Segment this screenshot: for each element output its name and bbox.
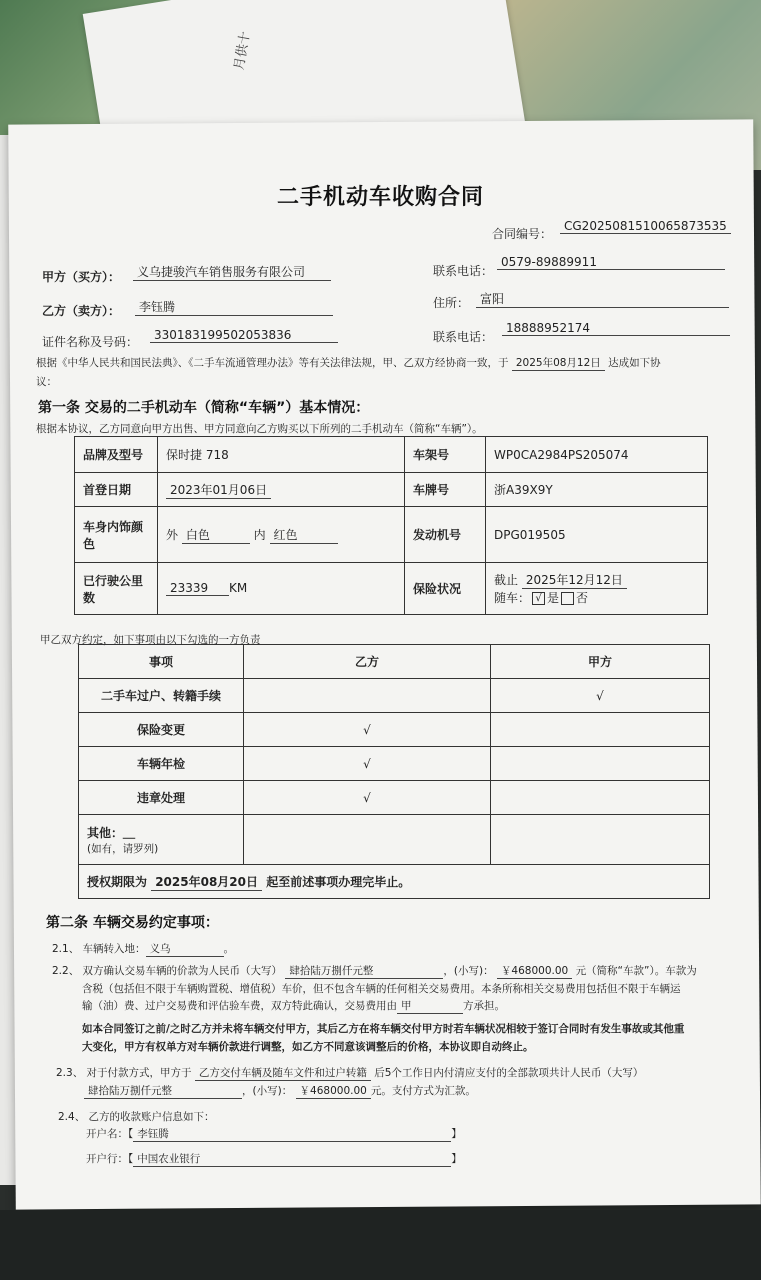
mileage-value: 23339 KM — [158, 563, 405, 615]
duty-other: 其他：＿ (如有，请罗列) — [79, 815, 244, 865]
duty-row-b: √ — [244, 747, 491, 781]
engine-label: 发动机号 — [405, 507, 486, 563]
authorization-period: 授权期限为 2025年08月20日 起至前述事项办理完毕止。 — [79, 865, 710, 899]
reg-date-value: 2023年01月06日 — [158, 473, 405, 507]
clause-2-4: 2.4、 乙方的收款账户信息如下： — [58, 1111, 215, 1123]
clause-2-2-line1: 2.2、 双方确认交易车辆的价款为人民币（大写） 肆拾陆万捌仟元整 ，(小写)： ￥468000.00 元（简称“车款”）。车款为 — [52, 965, 697, 977]
duty-other-a — [491, 815, 710, 865]
address: 富阳 — [476, 290, 729, 308]
duty-intro: 甲乙双方约定，如下事项由以下勾选的一方负责 — [40, 634, 261, 646]
contract-title: 二手机动车收购合同 — [276, 185, 484, 210]
party-a-phone-label: 联系电话： — [433, 264, 494, 278]
article1-title: 第一条 交易的二手机动车（简称“车辆”）基本情况： — [38, 400, 370, 416]
model-value: 保时捷 718 — [158, 437, 405, 473]
insurance-yes-checkbox: √ — [532, 592, 545, 605]
clause-2-2-line3: 输（油）费、过户交易费和评估验车费，双方特此确认，交易费用由 甲 方承担。 — [82, 1000, 505, 1012]
duty-row-a: √ — [491, 679, 710, 713]
duty-row-b — [244, 679, 491, 713]
clause-2-3-line1: 2.3、 对于付款方式，甲方于 乙方交付车辆及随车文件和过户转籍 后5个工作日内付清应支付的全部款项共计人民币（大写） — [56, 1067, 644, 1079]
plate-label: 车牌号 — [405, 473, 486, 507]
article1-desc: 根据本协议，乙方同意向甲方出售、甲方同意向乙方购买以下所列的二手机动车（简称“车辆”）。 — [36, 423, 483, 435]
engine-value: DPG019505 — [486, 507, 708, 563]
party-b-name: 李钰腾 — [135, 298, 333, 316]
account-bank: 开户行：【 中国农业银行 】 — [86, 1153, 462, 1165]
mileage-label: 已行驶公里数 — [75, 563, 158, 615]
duty-row-a — [491, 747, 710, 781]
duty-header-item: 事项 — [79, 645, 244, 679]
party-a-name: 义乌捷骏汽车销售服务有限公司 — [133, 263, 331, 281]
background-bottom — [0, 1210, 761, 1280]
duty-row-item: 违章处理 — [79, 781, 244, 815]
id-label: 证件名称及号码： — [42, 335, 139, 349]
clause-2-1: 2.1、 车辆转入地： 义乌 。 — [52, 943, 235, 955]
duty-header-a: 甲方 — [491, 645, 710, 679]
duty-row-b: √ — [244, 781, 491, 815]
vin-value: WP0CA2984PS205074 — [486, 437, 708, 473]
clause-2-2-bold-line1: 如本合同签订之前/之时乙方并未将车辆交付甲方，其后乙方在将车辆交付甲方时若车辆状况相较于签订合同时有发生事故或其他重 — [82, 1023, 685, 1035]
contract-no-label: 合同编号： — [492, 227, 553, 241]
duty-header-b: 乙方 — [244, 645, 491, 679]
party-a-label: 甲方（买方）： — [42, 270, 121, 284]
duty-other-b — [244, 815, 491, 865]
insurance-no-checkbox — [561, 592, 574, 605]
color-value: 外 白色 内 红色 — [158, 507, 405, 563]
insurance-value: 截止 2025年12月12日 随车： √ 是 否 — [486, 563, 708, 615]
party-b-phone: 18888952174 — [502, 321, 730, 336]
party-b-label: 乙方（卖方）： — [42, 304, 121, 318]
reg-date-label: 首登日期 — [75, 473, 158, 507]
article2-title: 第二条 车辆交易约定事项： — [46, 915, 219, 931]
duty-row-a — [491, 781, 710, 815]
contract-no: CG2025081510065873535 — [560, 219, 731, 234]
party-a-phone: 0579-89889911 — [497, 255, 725, 270]
intro-text-end: 议： — [36, 376, 57, 388]
vehicle-table — [74, 436, 708, 615]
intro-text: 根据《中华人民共和国民法典》、《二手车流通管理办法》等有关法律法规，甲、乙双方经协商一致，于 2025年08月12日 达成如下协 — [36, 357, 661, 369]
address-label: 住所： — [433, 296, 470, 310]
vin-label: 车架号 — [405, 437, 486, 473]
model-label: 品牌及型号 — [75, 437, 158, 473]
duty-row-item: 车辆年检 — [79, 747, 244, 781]
account-name: 开户名：【 李钰腾 】 — [86, 1128, 462, 1140]
duty-table — [78, 644, 710, 899]
plate-value: 浙A39X9Y — [486, 473, 708, 507]
clause-2-2-bold-line2: 大变化，甲方有权单方对车辆价款进行调整，如乙方不同意该调整后的价格，本协议即自动终止。 — [82, 1041, 534, 1053]
duty-row-item: 保险变更 — [79, 713, 244, 747]
color-label: 车身内饰颜色 — [75, 507, 158, 563]
insurance-label: 保险状况 — [405, 563, 486, 615]
clause-2-2-line2: 含税（包括但不限于车辆购置税、增值税）车价，但不包含车辆的任何相关交易费用。本条所称相关交易费用包括但不限于车辆运 — [82, 983, 681, 995]
id-number: 330183199502053836 — [150, 328, 338, 343]
underlying-paper-text: 月供十 — [231, 30, 254, 72]
duty-row-b: √ — [244, 713, 491, 747]
duty-row-a — [491, 713, 710, 747]
clause-2-3-line2: 肆拾陆万捌仟元整 ，(小写)： ￥468000.00 元。支付方式为汇款。 — [84, 1083, 476, 1099]
duty-row-item: 二手车过户、转籍手续 — [79, 679, 244, 713]
party-b-phone-label: 联系电话： — [433, 330, 494, 344]
